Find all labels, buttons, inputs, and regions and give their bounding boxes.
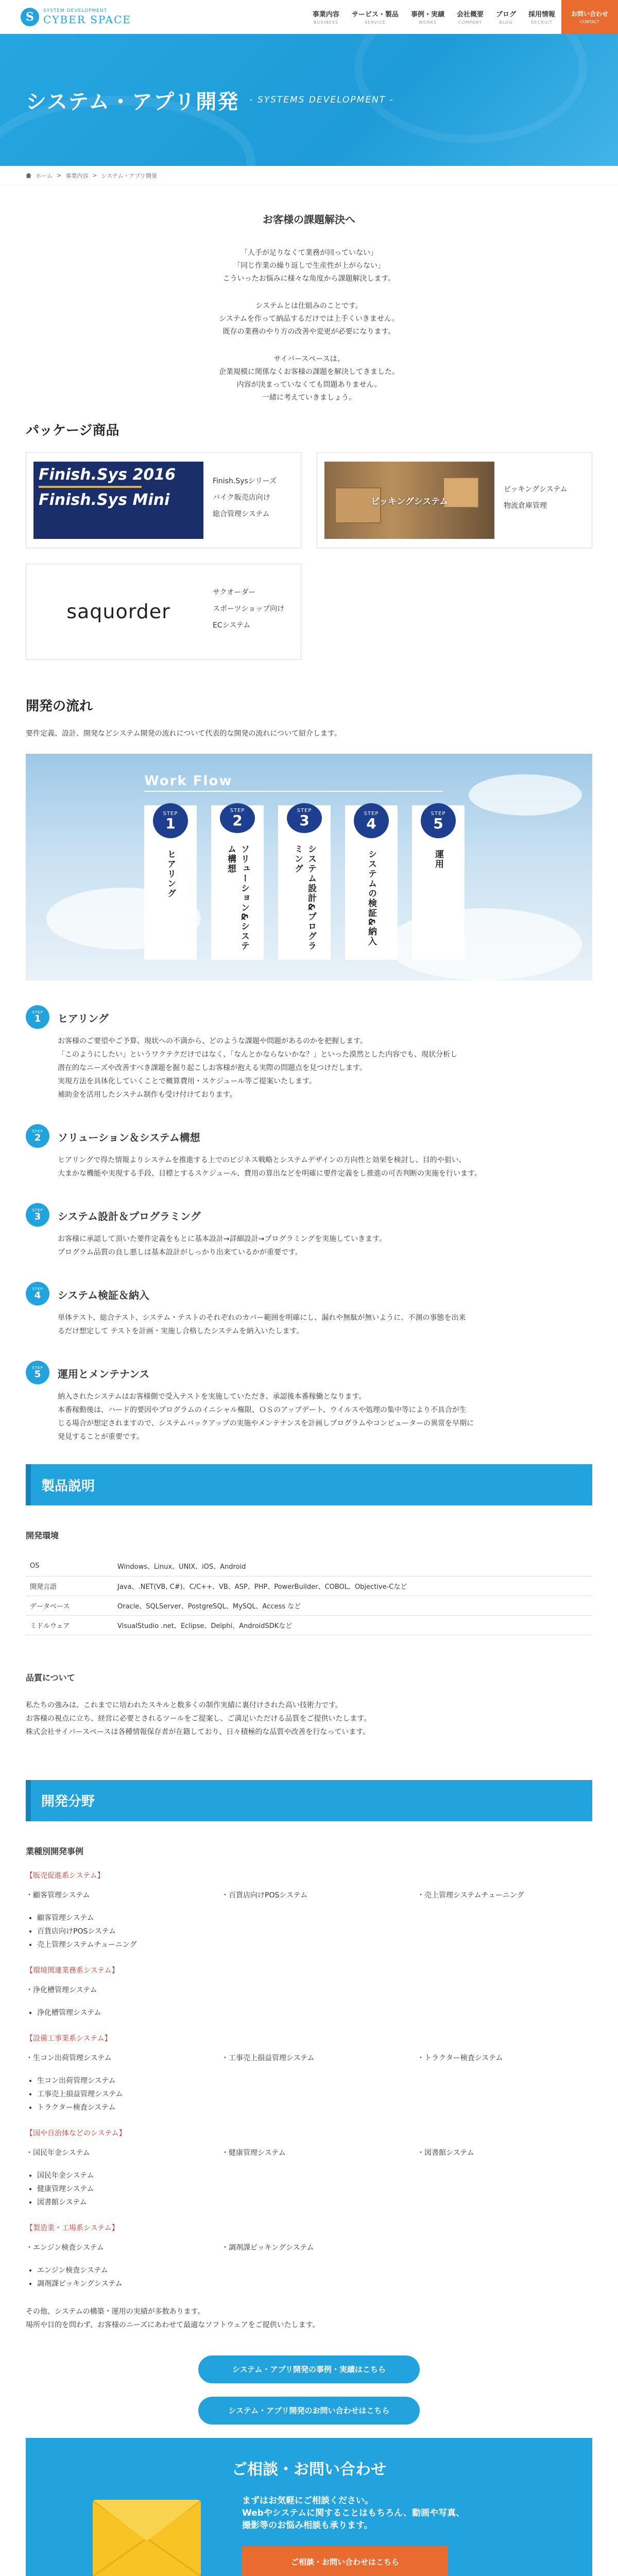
breadcrumb-business[interactable]: 事業内容: [65, 172, 89, 179]
env-table: [26, 1556, 592, 1635]
finish-sys-banner: Finish.Sys 2016 Finish.Sys Mini: [33, 462, 203, 539]
field-group: 【環境関連業務系システム】 ・浄化槽管理システム • 浄化槽管理システム: [26, 1965, 592, 2020]
page-subtitle: - SYSTEMS DEVELOPMENT -: [249, 95, 394, 105]
breadcrumb-home[interactable]: ホーム: [36, 172, 53, 179]
contact-title: ご相談・お問い合わせ: [232, 2460, 386, 2479]
step-detail: STEP 4 システム検証＆納入 単体テスト、総合テスト、システム・テストのそれぞれのカバー範囲を明確にし、漏れや無駄が無いように、不測の事態を出来 るだけ想定して テストを計画・実施し合格したシステムを納入いたします。: [26, 1280, 592, 1338]
page-hero: [0, 34, 618, 166]
intro-title: お客様の課題解決へ: [263, 213, 355, 226]
package-description: サクオーダー スポーツショップ向け ECシステム: [213, 588, 285, 630]
intro-paragraph: システムとは仕組みのことです。 システムを作って納品するだけでは上手くいきません。 既存の業務のやり方の改善や変更が必要になります。: [219, 302, 399, 336]
step-badge: STEP 1: [153, 803, 188, 838]
workflow-step: STEP 1 ヒアリング: [144, 805, 197, 960]
list-item: • 調剤課ピッキングシステム: [37, 2277, 592, 2291]
intro-paragraph: 「人手が足りなくて業務が回っていない」 「同じ作業の繰り返しで生産性が上がらない」 こういったお悩みに様々な角度から課題解決します。: [222, 249, 396, 283]
works-link-button[interactable]: システム・アプリ開発の事例・実績はこちら: [198, 2355, 420, 2383]
nav-service[interactable]: サービス・製品 SERVICE: [351, 11, 399, 25]
step-number-badge: STEP 2: [26, 1124, 49, 1148]
env-heading: 開発環境: [26, 1531, 59, 1540]
nav-works[interactable]: 事例・実績 WORKS: [410, 11, 444, 25]
step-badge: STEP 4: [354, 803, 389, 838]
inquiry-link-button[interactable]: システム・アプリ開発のお問い合わせはこちら: [198, 2397, 420, 2425]
picking-system-banner: ピッキングシステム: [324, 462, 494, 539]
flow-lead: 要件定義、設計、開発などシステム開発の流れについて代表的な開発の流れについて紹介します。: [26, 730, 341, 738]
field-group: 【販売促進系システム】 ・顧客管理システム ・百貨店向けPOSシステム ・売上管理システムチューニング • 顧客管理システム • 百貨店向けPOSシステム • 売上管理システムチューニング: [26, 1870, 592, 1952]
quality-heading: 品質について: [26, 1672, 75, 1683]
list-item: • エンジン検査システム: [37, 2264, 592, 2277]
package-list: [26, 452, 592, 659]
step-badge: STEP 2: [220, 803, 255, 833]
step-badge: STEP 3: [287, 803, 322, 833]
workflow-steps: [144, 805, 465, 960]
contact-section: ご相談・お問い合わせ まずはお気軽にご相談ください。 Webやシステムに関することはもちろん、動画や写真、 撮影等のお悩み相談も承ります。 ご相談・お問い合わせはこちら: [26, 2438, 592, 2576]
list-item: • 売上管理システムチューニング: [37, 1938, 592, 1952]
intro-paragraph: サイバースペースは、 企業規模に関係なくお客様の課題を解決してきました。 内容が決まっていなくても問題ありません。 一緒に考えていきましょう。: [219, 355, 399, 402]
product-heading: 製品説明: [26, 1464, 592, 1505]
site-logo[interactable]: [21, 8, 131, 26]
step-detail: STEP 1 ヒアリング お客様のご要望やご予算、現状への不満から、どのような課題や問題があるのかを把握します。 「このようにしたい」というワクテクだけではなく、「なんとかならないかな？」といった漠然とした内容でも、現状分析し 潜在的なニーズや改善すべき課題を掘り起こしお客様が抱える実際の問題点を見つけだします。 実現方法を具体化していくことで概算費用・スケジュール等ご提案いたします。 補助金を活用したシステム制作も受け付けております。: [26, 1003, 592, 1101]
list-item: • 工事売上損益管理システム: [37, 2088, 592, 2101]
table-row: 開発言語 Java、.NET(VB, C#)、C/C++、VB、ASP、PHP、PowerBuilder、COBOL、Objective-Cなど: [26, 1576, 592, 1596]
intro-section: [26, 185, 592, 404]
step-detail: STEP 3 システム設計＆プログラミング お客様に承認して頂いた要件定義をもとに基本設計→詳細設計→プログラミングを実施していきます。 プログラム品質の良し悪しは基本設計がしっかり出来ているかが重要です。: [26, 1201, 592, 1259]
step-detail: STEP 2 ソリューション＆システム構想 ヒアリングで得た情報よりシステムを推進する上でのビジネス戦略とシステムデザインの方向性と効果を検討し、目的や狙い、 大まかな機能や実現する手段、目標とするスケジュール、費用の算出などを明確に要件定義をし推進の可否判断の実施を行います。: [26, 1122, 592, 1180]
saquorder-logo: saquorder: [33, 573, 203, 650]
workflow-step: STEP 4 システムの検証&納入: [345, 805, 398, 960]
fields-heading: 開発分野: [26, 1780, 592, 1821]
step-number-badge: STEP 1: [26, 1005, 49, 1029]
main-content: [26, 185, 592, 2576]
field-group: 【製造業・工場系システム】 ・エンジン検査システム ・調剤課ピッキングシステム • エンジン検査システム • 調剤課ピッキングシステム: [26, 2223, 592, 2291]
mail-icon: [93, 2500, 201, 2576]
workflow-title: Work Flow: [144, 773, 233, 789]
breadcrumb-current: システム・アプリ開発: [101, 172, 157, 179]
nav-blog[interactable]: ブログ BLOG: [495, 11, 516, 25]
step-number-badge: STEP 3: [26, 1203, 49, 1227]
step-number-badge: STEP 5: [26, 1361, 49, 1384]
package-description: ピッキングシステム 物流倉庫管理: [504, 485, 568, 510]
workflow-step: STEP 5 運用: [412, 805, 465, 960]
field-group: 【国や自治体などのシステム】 ・国民年金システム ・健康管理システム ・図書館システム • 国民年金システム • 健康管理システム • 図書館システム: [26, 2128, 592, 2209]
logo-title: CYBER SPACE: [43, 13, 131, 26]
breadcrumb: [0, 166, 618, 185]
breadcrumb-separator: >: [57, 172, 62, 179]
list-item: • 図書館システム: [37, 2196, 592, 2209]
contact-button[interactable]: ご相談・お問い合わせはこちら: [242, 2546, 448, 2576]
table-row: OS Windows、Linux、UNIX、iOS、Android: [26, 1556, 592, 1576]
workflow-banner: [26, 754, 592, 980]
nav-company[interactable]: 会社概要 COMPANY: [456, 11, 484, 25]
package-card-finish-sys[interactable]: [26, 452, 301, 548]
nav-business[interactable]: 事業内容 BUSINESS: [312, 11, 339, 25]
step-badge: STEP 5: [421, 803, 456, 838]
list-item: • 国民年金システム: [37, 2169, 592, 2182]
list-item: • 百貨店向けPOSシステム: [37, 1925, 592, 1938]
logo-subtitle: SYSTEM DEVELOPMENT: [43, 8, 108, 13]
nav-recruit[interactable]: 採用情報 RECRUIT: [528, 11, 555, 25]
field-group: 【設備工事業系システム】 ・生コン出荷管理システム ・工事売上損益管理システム ・トラクター検査システム • 生コン出荷管理システム • 工事売上損益管理システム • トラクター検査システム: [26, 2033, 592, 2114]
list-item: • トラクター検査システム: [37, 2101, 592, 2114]
nav-contact-button[interactable]: お問い合わせ CONTACT: [561, 0, 618, 34]
package-card-picking[interactable]: [317, 452, 592, 548]
site-header: [0, 0, 618, 34]
quality-text: 私たちの強みは、これまでに培われたスキルと数多くの制作実績に裏付けされた高い技術力です。 お客様の視点に立ち、経営に必要とされるツールをご提案し、ご満足いただける品質をご提供いたします。 株式会社サイバースペースは各種情報保存者が在籍しており、日々積極的な品質や改善を行なっています。: [26, 1701, 371, 1736]
flow-heading: 開発の流れ: [26, 699, 93, 714]
package-description: Finish.Sysシリーズ バイク販売店向け 総合管理システム: [213, 477, 277, 518]
table-row: データベース Oracle、SQLServer、PostgreSQL、MySQL、Access など: [26, 1596, 592, 1615]
home-icon: [26, 173, 31, 178]
package-card-saquorder[interactable]: [26, 564, 301, 659]
workflow-step: STEP 3 システム設計&プログラミング: [278, 805, 331, 960]
list-item: • 浄化槽管理システム: [37, 2006, 592, 2020]
list-item: • 健康管理システム: [37, 2182, 592, 2196]
packages-heading: パッケージ商品: [26, 423, 119, 438]
step-details: [26, 1003, 592, 1444]
step-number-badge: STEP 4: [26, 1282, 49, 1306]
page-title: システム・アプリ開発: [26, 90, 239, 114]
table-row: ミドルウェア VisualStudio .net、Eclipse、Delphi、AndroidSDKなど: [26, 1615, 592, 1635]
list-item: • 生コン出荷管理システム: [37, 2074, 592, 2088]
workflow-step: STEP 2 ソリューション&システム構想: [211, 805, 264, 960]
logo-mark: S: [21, 8, 39, 26]
global-nav: [306, 0, 618, 34]
list-item: • 顧客管理システム: [37, 1911, 592, 1925]
breadcrumb-separator: >: [92, 172, 97, 179]
fields-closing-text: その他、システムの構築・運用の実績が多数あります。 場所や目的を問わず、お客様のニーズにあわせて最適なソフトウェアをご提供いたします。: [26, 2307, 320, 2329]
step-detail: STEP 5 運用とメンテナンス 納入されたシステムはお客様側で受入テストを実施していただき、承認後本番稼働となります。 本番稼動後は、ハード的要因やプログラムのイニシャル権限、ＯＳのアップデート、ウイルスや処理の集中等により不具合が生 じる場合が想定されますので、システムバックアップの実施やメンテナンスを計画しプログラムやコンピューターの異常を早期に 発見することが重要です。: [26, 1359, 592, 1444]
fields-subheading: 業種別開発事例: [26, 1846, 84, 1856]
